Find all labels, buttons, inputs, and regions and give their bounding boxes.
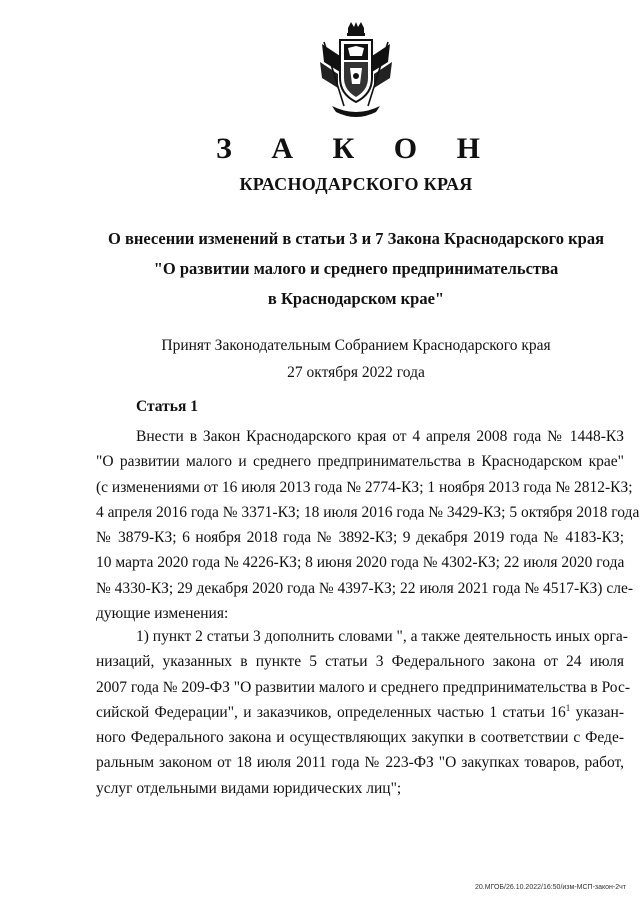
- text-line: 2007 года № 209-ФЗ "О развитии малого и среднего предпринимательства в Рос-: [96, 678, 630, 696]
- document-title: З А К О Н: [216, 132, 496, 165]
- text-line: Внести в Закон Краснодарского края от 4 апреля 2008 года № 1448-КЗ: [136, 428, 624, 445]
- text-line: 4 апреля 2016 года № 3371-КЗ; 18 июля 2016 года № 3429-КЗ; 5 октября 2018 года: [96, 503, 640, 521]
- article-intro-paragraph: [96, 424, 640, 626]
- subject-line: в Краснодарском крае": [267, 289, 445, 308]
- superscript: 1: [565, 702, 571, 713]
- coat-of-arms-icon: [318, 22, 394, 118]
- article-item-1: [96, 624, 630, 801]
- law-subject: [0, 224, 640, 314]
- adoption-info: [0, 332, 640, 386]
- text-line: "О развитии малого и среднего предпринимательства в Краснодарском крае": [96, 453, 624, 471]
- text-line: ного Федерального закона и осуществляющих закупки в соответствии с Феде-: [96, 729, 624, 747]
- text-line-with-superscript: [96, 700, 624, 725]
- text-line: услуг отдельными видами юридических лиц";: [96, 779, 402, 797]
- text-line: дующие изменения:: [96, 605, 229, 623]
- document-code: 20.МГОБ/26.10.2022/16:50/изм-МСП-закон-2чт: [475, 884, 626, 891]
- adopted-by: Принят Законодательным Собранием Краснодарского края: [161, 337, 551, 354]
- text-line: 10 марта 2020 года № 4226-КЗ; 8 июня 2020 года № 4302-КЗ; 22 июля 2020 года: [96, 554, 625, 572]
- article-title: Статья 1: [136, 398, 198, 415]
- text-fragment: сийской Федерации", и заказчиков, определенных частью 1 статьи 16: [96, 703, 566, 721]
- document-region: КРАСНОДАРСКОГО КРАЯ: [239, 174, 473, 194]
- text-line: низаций, указанных в пункте 5 статьи 3 Федерального закона от 24 июля: [96, 653, 624, 671]
- text-line: ральным законом от 18 июля 2011 года № 223-ФЗ "О закупках товаров, работ,: [96, 754, 624, 772]
- adopted-date: 27 октября 2022 года: [287, 364, 425, 381]
- text-line: № 4330-КЗ; 29 декабря 2020 года № 4397-КЗ; 22 июля 2021 года № 4517-КЗ) сле-: [96, 579, 633, 597]
- subject-line: "О развитии малого и среднего предпринимательства: [153, 259, 559, 278]
- text-fragment: указан-: [570, 703, 624, 721]
- subject-line: О внесении изменений в статьи 3 и 7 Закона Краснодарского края: [108, 229, 604, 248]
- text-line: 1) пункт 2 статьи 3 дополнить словами ", а также деятельность иных орга-: [136, 628, 628, 645]
- text-line: № 3879-КЗ; 6 ноября 2018 года № 3892-КЗ; 9 декабря 2019 года № 4183-КЗ;: [96, 529, 624, 547]
- text-line: (с изменениями от 16 июля 2013 года № 2774-КЗ; 1 ноября 2013 года № 2812-КЗ;: [96, 478, 633, 496]
